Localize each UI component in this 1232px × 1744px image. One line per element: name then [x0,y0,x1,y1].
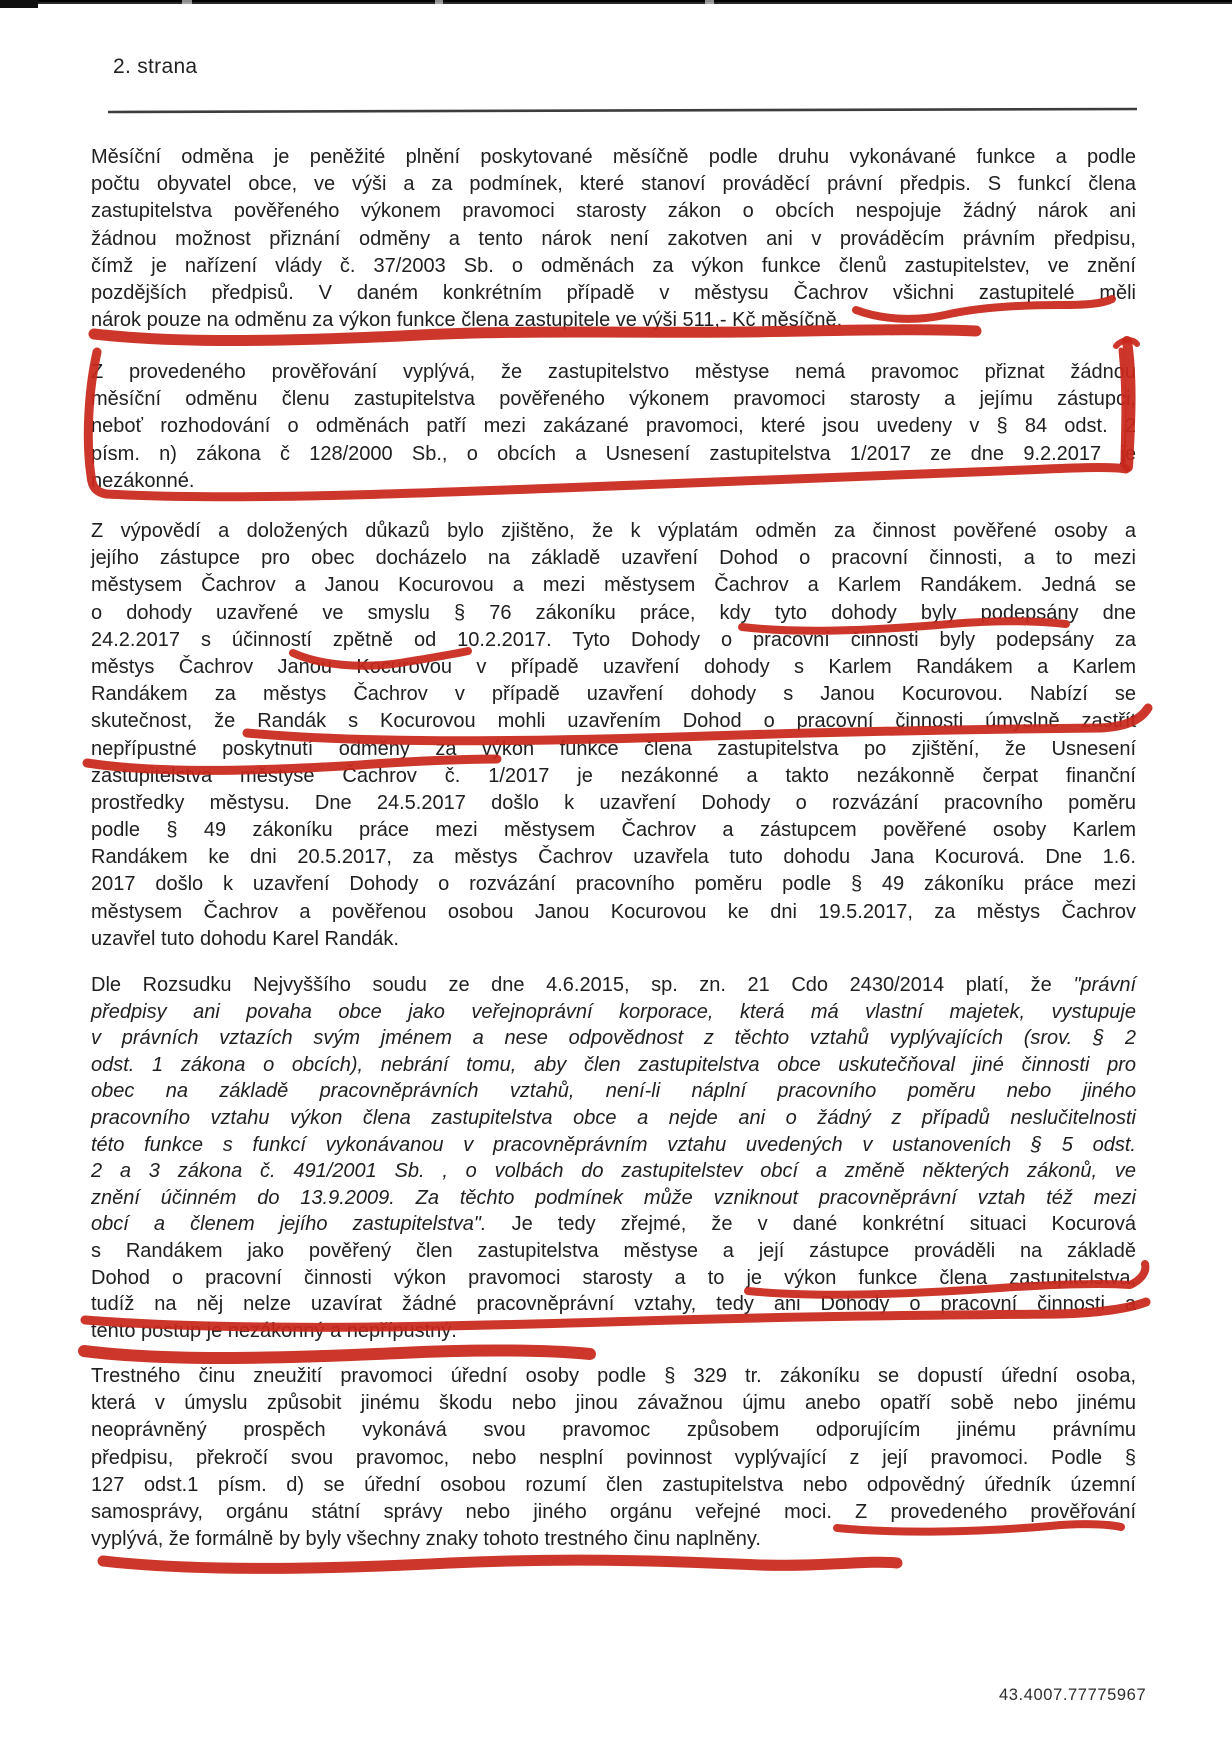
text-line [91,972,1136,999]
quote-intro: Dle Rozsudku Nejvyššího soudu ze dne 4.6.2015, sp. zn. 21 Cdo 2430/2014 platí, že [91,974,1074,996]
paragraph-finding-illegal-resolution [91,359,1136,495]
scan-edge-gap [182,0,192,6]
text-line: neboť rozhodování o odměnách patří mezi zakázané pravomoci, které jsou uvedeny v § 84 odst. 2 [91,415,1136,438]
text-line: samosprávy, orgánu státní správy nebo jiného orgánu veřejné moci. Z provedeného prověřování [91,1500,1136,1523]
text-line: Z provedeného prověřování vyplývá, že zastupitelstvo městyse nemá pravomoc přiznat žádnou [91,361,1136,383]
text-line: písm. n) zákona č 128/2000 Sb., o obcích a Usnesení zastupitelstva 1/2017 ze dne 9.2.2017 je [91,442,1136,465]
text-line: 24.2.2017 s účinností zpětně od 10.2.2017. Tyto Dohody o pracovní činnosti byly podepsány za [91,628,1136,651]
text-line: odst. 1 zákona o obcích), nebrání tomu, aby člen zastupitelstva obce uskutečňoval jiné činnosti pro [91,1053,1136,1076]
header-divider-rule [108,109,1137,112]
quote-start: "právní [1073,974,1136,996]
text-line: podle § 49 zákoníku práce mezi městysem Čachrov a zástupcem pověřené osoby Karlem [91,819,1136,842]
text-line: počtu obyvatel obce, ve výši a za podmínek, které stanoví prováděcí právní předpis. S funkcí člena [91,173,1136,196]
text-line: Dohod o pracovní činnosti výkon pravomoci starosty a to je výkon funkce člena zastupitelstva, [91,1266,1136,1289]
text-line: městys Čachrov Janou Kocurovou v případě uzavření dohody s Karlem Randákem a Karlem [91,655,1136,678]
text-line: této funkce s funkcí vykonávanou v pracovněprávním vztahu uvedených v ustanoveních § 5 odst. [91,1133,1136,1156]
paragraph-supreme-court-quote [91,972,1136,1344]
text-line: skutečnost, že Randák s Kocurovou mohli uzavřením Dohod o pracovní činnosti úmyslně zastřít [91,710,1136,733]
red-bracket-right-p2-top-flare [1116,340,1137,346]
text-line: o dohody uzavřené ve smyslu § 76 zákoníku práce, kdy tyto dohody byly podepsány dne [91,601,1136,624]
text-line: Měsíční odměna je peněžité plnění poskytované měsíčně podle druhu vykonávané funkce a podle [91,146,1136,168]
text-line: předpisu, překročí svou pravomoc, nebo nesplní povinnost vyplývající z její pravomoci. Podle § [91,1446,1136,1469]
conclusion-start: Je tedy zřejmé, že v dané konkrétní situaci Kocurová [511,1213,1136,1236]
text-line: Randákem za městys Čachrov v případě uzavření dohody s Janou Kocurovou. Nabízí se [91,683,1136,706]
paragraph-criminal-offence [91,1363,1136,1553]
text-line: nepřípustné poskytnutí odměny za výkon funkce člena zastupitelstva po zjištění, že Usnesení [91,737,1136,760]
text-line: 2 a 3 zákona č. 491/2001 Sb. , o volbách do zastupitelstev obcí a změně některých zákonů, ve [91,1160,1136,1183]
text-line: která v úmyslu způsobit jinému škodu nebo jinou závažnou újmu anebo opatří sobě nebo jinému [91,1392,1136,1415]
text-line: měsíční odměnu členu zastupitelstva pověřeného výkonem pravomoci starosty a jejímu zástupci, [91,388,1136,411]
text-line: Z výpovědí a doložených důkazů bylo zjištěno, že k výplatám odměn za činnost pověřené osoby a [91,520,1136,542]
text-line: v právních vztazích svým jménem a nese odpovědnost z těchto vztahů vyplývajících (srov. § 2 [91,1027,1136,1050]
text-line: vyplývá, že formálně by byly všechny znaky tohoto trestného činu naplněny. [91,1528,761,1551]
text-line: s Randákem jako pověřený člen zastupitelstva městyse a její zástupce prováděli na základě [91,1239,1136,1262]
text-line: uzavřel tuto dohodu Karel Randák. [91,927,399,950]
paragraph-testimony-agreements [91,518,1136,953]
text-line: Randákem ke dni 20.5.2017, za městys Čachrov uzavřela tuto dohodu Jana Kocurová. Dne 1.6. [91,846,1136,869]
text-line: zastupitelstva městyse Čachrov č. 1/2017 je nezákonné a takto nezákonně čerpat finanční [91,764,1136,787]
text-line: neoprávněný prospěch vykonává svou pravomoc způsobem odporujícím jinému právnímu [91,1419,1136,1442]
scan-edge-gap [705,0,714,6]
text-line: předpisy ani povaha obce jako veřejnoprávní korporace, která má vlastní majetek, vystupuje [91,1000,1136,1023]
text-line: tento postup je nezákonný a nepřípustný. [91,1319,457,1342]
text-line: obec na základě pracovněprávních vztahů, není-li náplní pracovního poměru nebo jiného [91,1080,1136,1103]
text-line: znění účinném do 13.9.2009. Za těchto podmínek může vzniknout pracovněprávní vztah též mezi [91,1186,1136,1209]
text-line: pozdějších předpisů. V daném konkrétním případě v městysu Čachrov všichni zastupitelé měli [91,281,1136,304]
text-line: 127 odst.1 písm. d) se úřední osobou rozumí člen zastupitelstva nebo odpovědný úředník územní [91,1473,1136,1496]
text-line: městysem Čachrov a Janou Kocurovou a mezi městysem Čachrov a Karlem Randákem. Jedná se [91,574,1136,597]
scan-edge-gap [435,0,443,6]
text-line: tudíž na něj nelze uzavírat žádné pracovněprávní vztahy, tedy ani Dohody o pracovní činnosti a [91,1293,1136,1316]
text-line: pracovního vztahu výkon člena zastupitelstva obce a nejde ani o žádný z případů neslučitelnosti [91,1106,1136,1129]
text-line: nezákonné. [91,469,195,492]
paragraph-monthly-remuneration [91,144,1136,334]
scan-edge-artifact-corner [0,0,38,8]
text-line: 2017 došlo k uzavření Dohody o rozvázání pracovního poměru podle § 49 zákoníku práce mezi [91,873,1136,896]
text-line: zastupitelstva pověřeného výkonem pravomoci starosty zákon o obcích nespojuje žádný nárok ani [91,200,1136,223]
document-reference-number: 43.4007.77775967 [999,1686,1147,1704]
red-underline-naplneny [103,1560,897,1568]
text-line: jejího zástupce pro obec docházelo na základě uzavření Dohod o pracovní činnosti, a to mezi [91,547,1136,570]
text-line: nárok pouze na odměnu za výkon funkce člena zastupitele ve výši 511,- Kč měsíčně. [91,309,843,332]
page-number-label: 2. strana [113,55,198,78]
text-line: žádnou možnost přiznání odměny a tento nárok není zakotven ani v prováděcím právním předpisu, [91,227,1136,250]
text-line [91,1211,1136,1238]
text-line: prostředky městysu. Dne 24.5.2017 došlo k uzavření Dohody o rozvázání pracovního poměru [91,791,1136,814]
text-line: městysem Čachrov a pověřenou osobou Janou Kocurovou ke dni 19.5.2017, za městys Čachrov [91,900,1136,923]
text-line: Trestného činu zneužití pravomoci úřední osoby podle § 329 tr. zákoníku se dopustí úřední osoba, [91,1365,1136,1387]
quote-end: obcí a členem jejího zastupitelstva". [91,1213,487,1236]
text-line: čímž je nařízení vlády č. 37/2003 Sb. o odměnách za výkon funkce členů zastupitelstev, ve znění [91,254,1136,277]
red-underline-tento-postup [84,1350,590,1358]
